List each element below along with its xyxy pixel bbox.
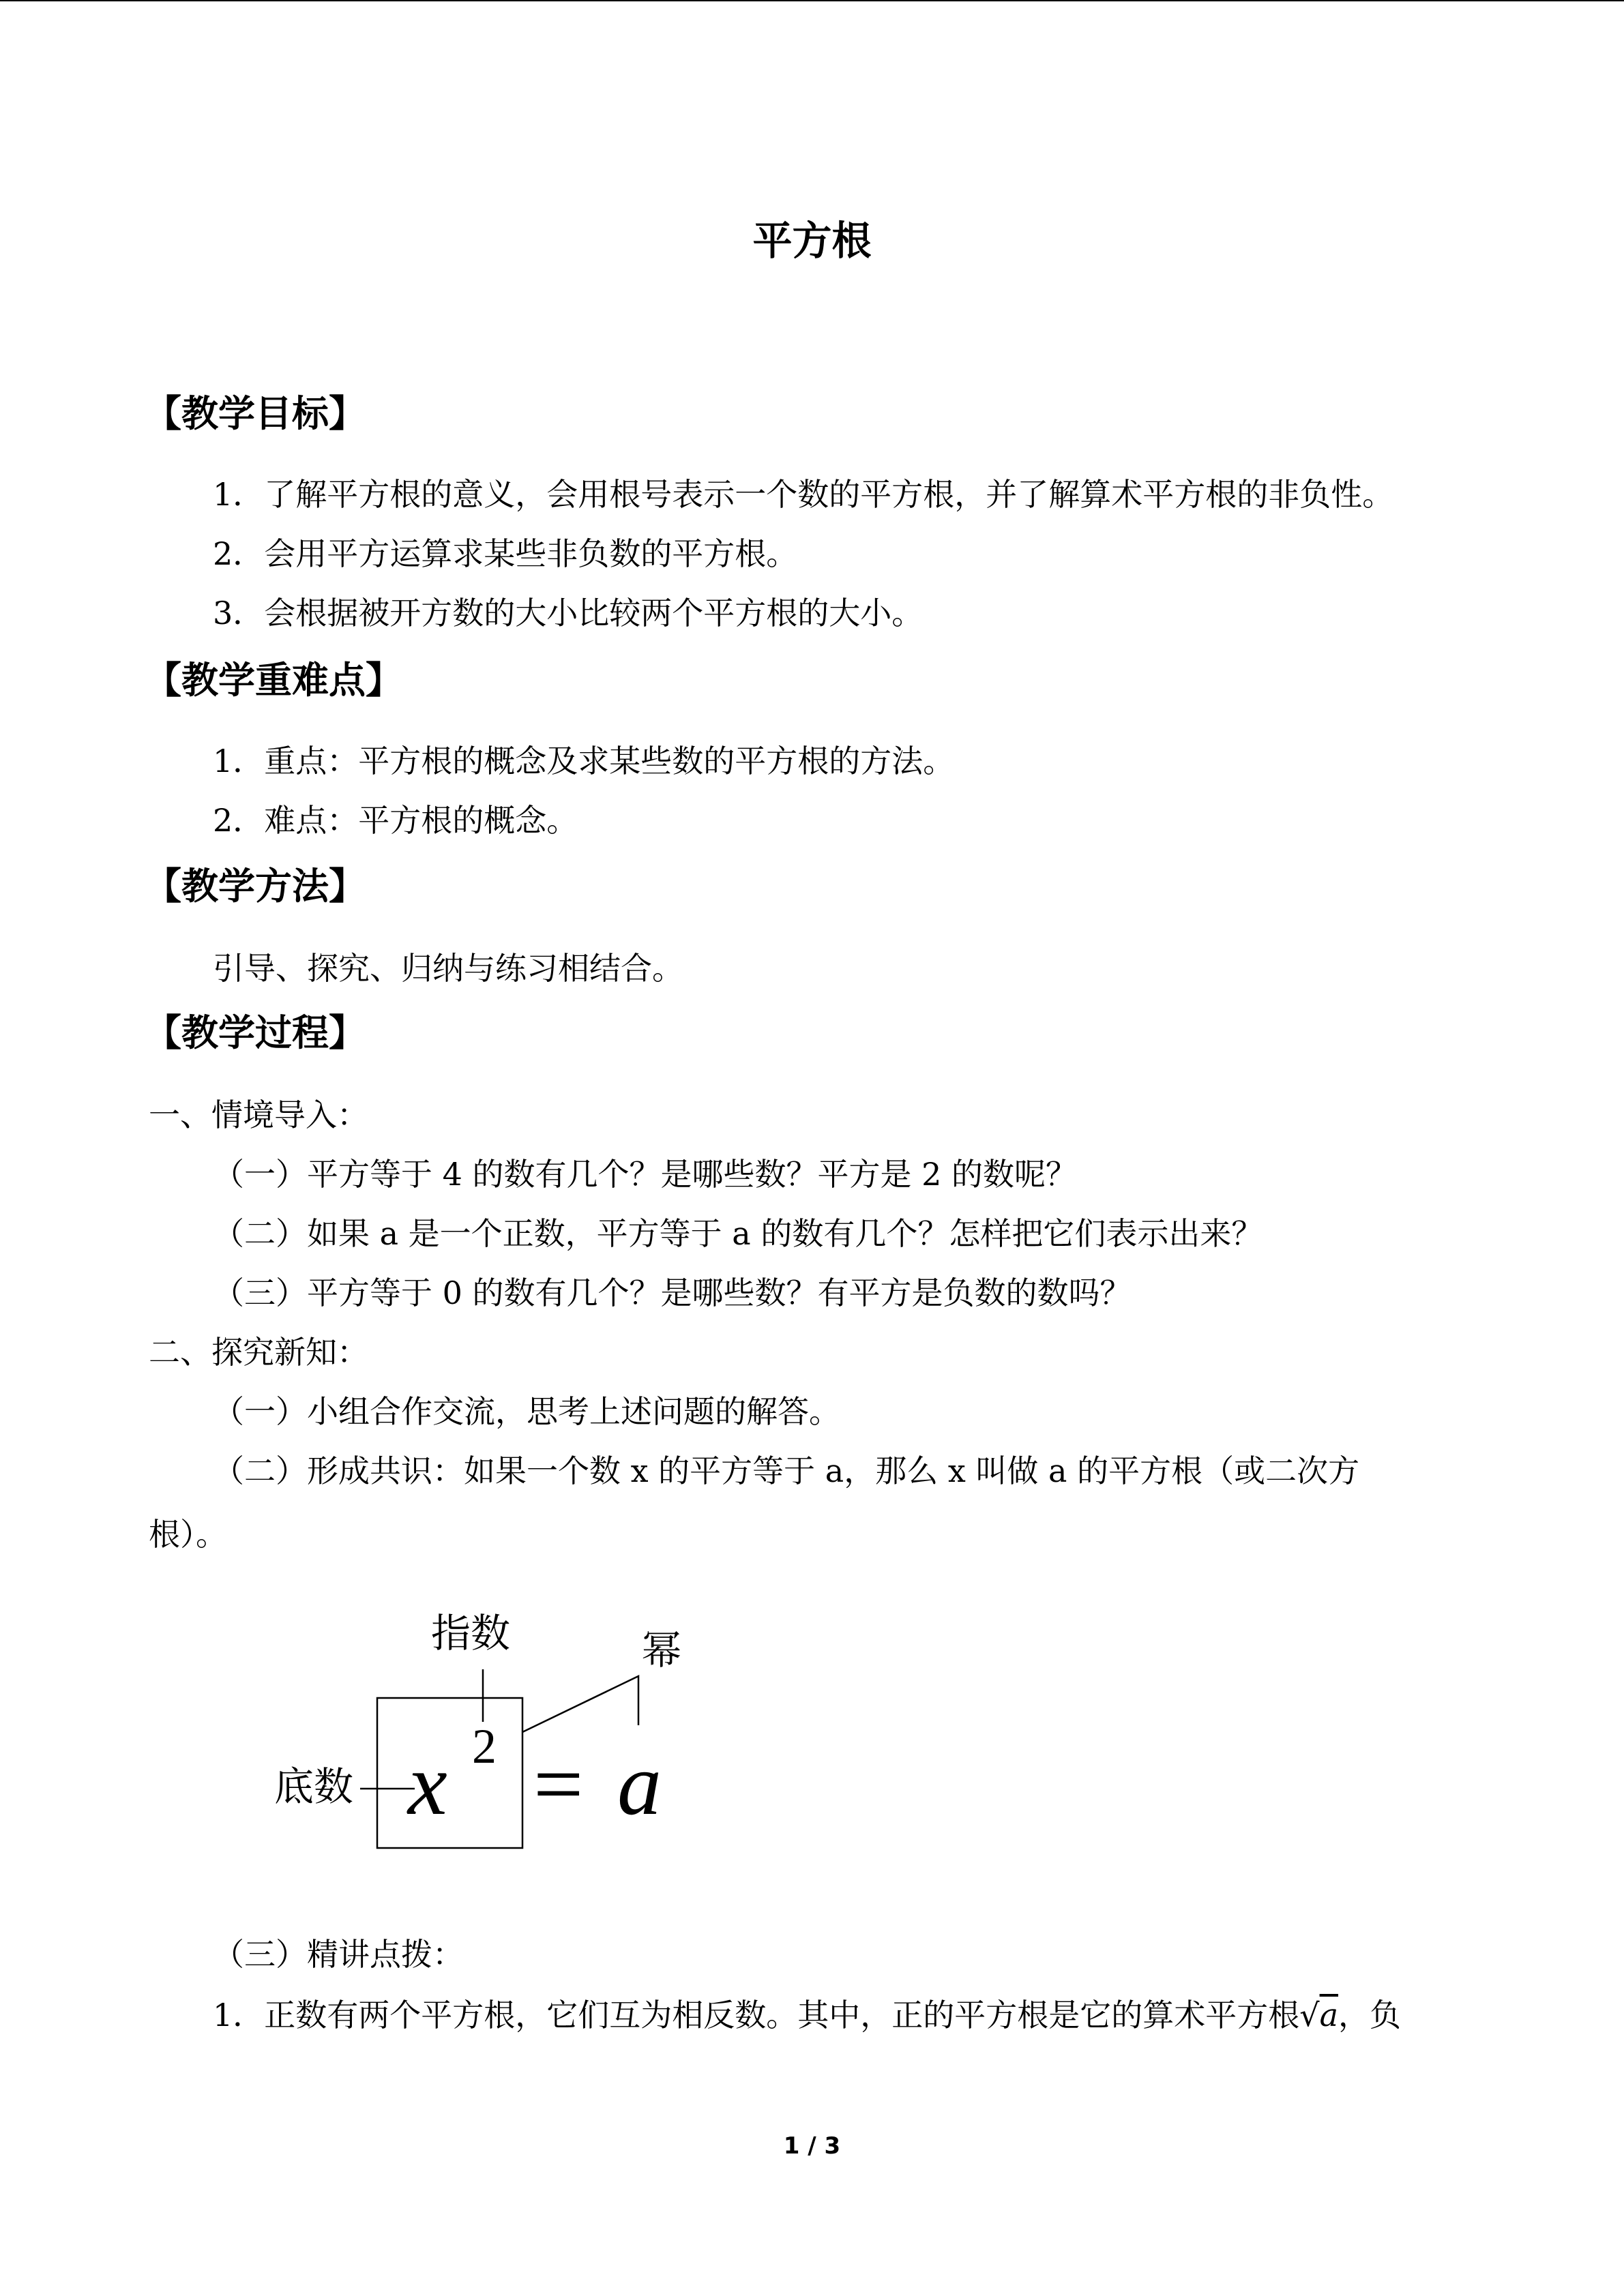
power-leader-line bbox=[522, 1676, 638, 1732]
objective-item-2: 2．会用平方运算求某些非负数的平方根。 bbox=[213, 535, 798, 572]
objective-item-3: 3．会根据被开方数的大小比较两个平方根的大小。 bbox=[213, 595, 924, 631]
process-part2-item-2-line-1: （二）形成共识：如果一个数 x 的平方等于 a，那么 x 叫做 a 的平方根（或二次方 bbox=[213, 1452, 1360, 1489]
process-part1-item-2: （二）如果 a 是一个正数，平方等于 a 的数有几个？怎样把它们表示出来？ bbox=[213, 1215, 1263, 1252]
section-heading-process: 【教学过程】 bbox=[145, 1011, 366, 1054]
exponent-symbol: 2 bbox=[472, 1719, 497, 1774]
methods-text: 引导、探究、归纳与练习相结合。 bbox=[213, 950, 683, 987]
page-number: 1 / 3 bbox=[783, 2132, 841, 2160]
section-heading-objectives: 【教学目标】 bbox=[145, 392, 366, 435]
equals-symbol: = bbox=[533, 1735, 584, 1834]
key-point-item-2: 2．难点：平方根的概念。 bbox=[213, 802, 578, 839]
power-notation-diagram bbox=[259, 1596, 709, 1868]
process-part1-title: 一、情境导入： bbox=[149, 1097, 368, 1133]
process-part1-item-3: （三）平方等于 0 的数有几个？是哪些数？有平方是负数的数吗？ bbox=[213, 1274, 1132, 1311]
sqrt-expression: √a bbox=[1299, 1997, 1339, 2033]
process-point-1 bbox=[213, 1995, 1401, 2036]
base-symbol: x bbox=[408, 1735, 447, 1834]
power-label: 幂 bbox=[641, 1627, 682, 1673]
section-heading-methods: 【教学方法】 bbox=[145, 865, 366, 908]
objective-item-1: 1．了解平方根的意义，会用根号表示一个数的平方根，并了解算术平方根的非负性。 bbox=[213, 476, 1394, 513]
process-point-1-tail: ，负 bbox=[1338, 1997, 1402, 2033]
power-symbol: a bbox=[617, 1735, 662, 1834]
section-heading-key-points: 【教学重难点】 bbox=[145, 659, 402, 702]
sqrt-radicand: a bbox=[1319, 1997, 1339, 2033]
process-part2-item-3: （三）精讲点拨： bbox=[213, 1936, 464, 1973]
process-part1-item-1: （一）平方等于 4 的数有几个？是哪些数？平方是 2 的数呢？ bbox=[213, 1156, 1078, 1193]
base-label: 底数 bbox=[274, 1763, 354, 1810]
top-border-line bbox=[0, 0, 1624, 1]
exponent-label: 指数 bbox=[430, 1610, 511, 1656]
process-part2-title: 二、探究新知： bbox=[149, 1334, 368, 1371]
diagram-box bbox=[377, 1698, 522, 1848]
process-point-1-text: 1．正数有两个平方根，它们互为相反数。其中，正的平方根是它的算术平方根 bbox=[213, 1997, 1300, 2033]
process-part2-item-1: （一）小组合作交流，思考上述问题的解答。 bbox=[213, 1393, 840, 1430]
page-title: 平方根 bbox=[752, 218, 872, 264]
process-part2-item-2-line-2: 根）。 bbox=[149, 1516, 227, 1553]
key-point-item-1: 1．重点：平方根的概念及求某些数的平方根的方法。 bbox=[213, 743, 955, 779]
